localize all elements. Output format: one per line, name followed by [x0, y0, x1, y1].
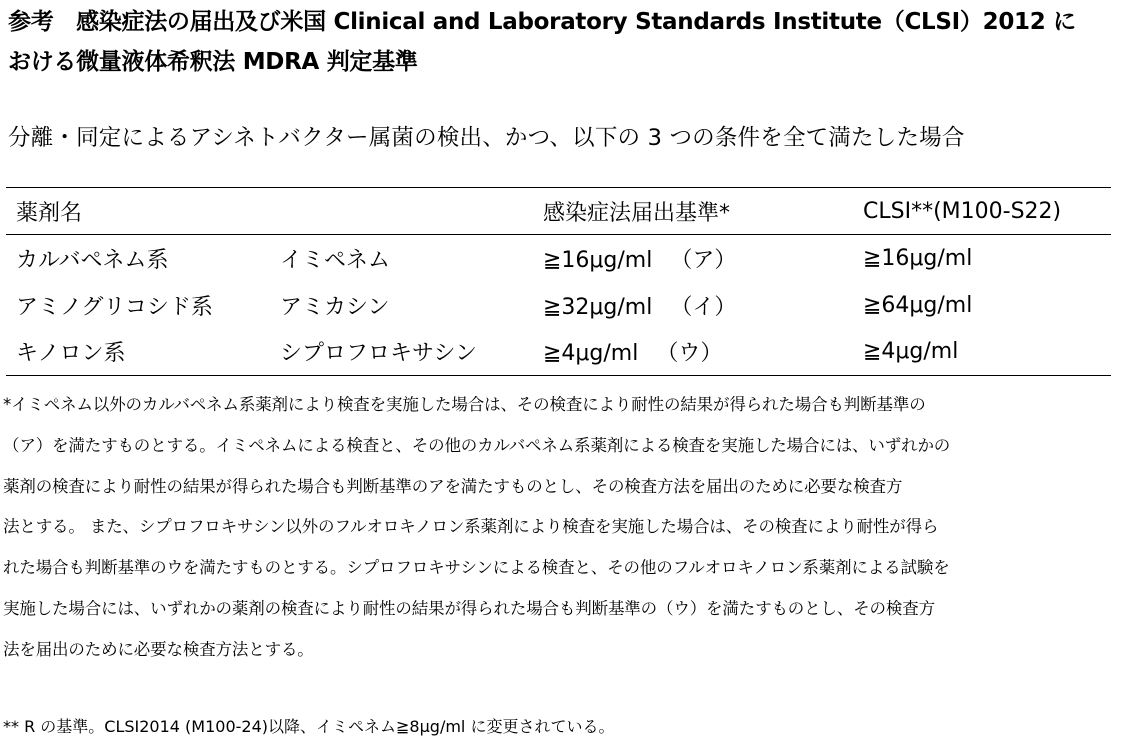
table-row — [6, 329, 1111, 376]
drug-class-cell: カルバペネム系 — [16, 247, 169, 273]
drug-class-cell: キノロン系 — [6, 329, 270, 376]
footnote-1 — [3, 385, 1118, 671]
footnote-line: 法とする。 また、シプロフロキサシン以外のフルオロキノロン系薬剤により検査を実施した場合は、その検査により耐性が得ら — [3, 517, 939, 537]
table-row — [6, 282, 1111, 329]
notifiable-cell — [533, 235, 853, 282]
drug-class-cell: アミノグリコシド系 — [16, 294, 213, 320]
notifiable-value: ≧16μg/ml — [543, 247, 653, 273]
footnote-2: ** R の基準。CLSI2014 (M100-24)以降、イミペネム≧8μg/ml に変更されている。 — [3, 717, 615, 736]
drug-cell: シプロフロキサシン — [270, 329, 533, 376]
header-notifiable-criteria: 感染症法届出基準* — [533, 188, 853, 235]
notifiable-cell — [533, 329, 853, 376]
document-title — [8, 2, 1118, 82]
criterion-mark: （イ） — [670, 294, 737, 320]
title-line-2: おける微量液体希釈法 MDRA 判定基準 — [8, 49, 418, 75]
header-drug-name: 薬剤名 — [6, 188, 270, 235]
condition-subtitle: 分離・同定によるアシネトバクター属菌の検出、かつ、以下の 3 つの条件を全て満たした場合 — [8, 125, 965, 151]
clsi-cell: ≧64μg/ml — [863, 292, 973, 318]
criterion-mark: （ウ） — [656, 341, 723, 367]
notifiable-cell — [533, 282, 853, 329]
footnote-line: 実施した場合には、いずれかの薬剤の検査により耐性の結果が得られた場合も判断基準の（ウ）を満たすものとし、その検査方 — [3, 598, 935, 618]
footnote-line: 薬剤の検査により耐性の結果が得られた場合も判断基準のアを満たすものとし、その検査方法を届出のために必要な検査方 — [3, 476, 903, 496]
footnote-line: 法を届出のために必要な検査方法とする。 — [3, 639, 314, 659]
header-clsi: CLSI**(M100-S22) — [853, 188, 1111, 235]
clsi-cell: ≧16μg/ml — [863, 245, 973, 271]
notifiable-value: ≧32μg/ml — [543, 294, 653, 320]
criterion-mark: （ア） — [670, 247, 737, 273]
criteria-table — [6, 187, 1111, 376]
footnote-line: *イミペネム以外のカルバペネム系薬剤により検査を実施した場合は、その検査により耐性の結果が得られた場合も判断基準の — [3, 395, 926, 414]
table-row — [6, 235, 1111, 282]
footnote-line: れた場合も判断基準のウを満たすものとする。シプロフロキサシンによる検査と、その他のフルオロキノロン系薬剤による試験を — [3, 558, 950, 578]
drug-cell: アミカシン — [280, 294, 390, 320]
title-line-1: 参考 感染症法の届出及び米国 Clinical and Laboratory Standards Institute（CLSI）2012 に — [8, 9, 1076, 35]
header-blank — [270, 188, 533, 235]
clsi-cell: ≧4μg/ml — [853, 329, 1111, 376]
footnote-line: （ア）を満たすものとする。イミペネムによる検査と、その他のカルバペネム系薬剤による検査を実施した場合には、いずれかの — [3, 435, 951, 455]
notifiable-value: ≧4μg/ml — [543, 341, 639, 367]
table-header-row — [6, 188, 1111, 235]
drug-cell: イミペネム — [280, 247, 391, 273]
